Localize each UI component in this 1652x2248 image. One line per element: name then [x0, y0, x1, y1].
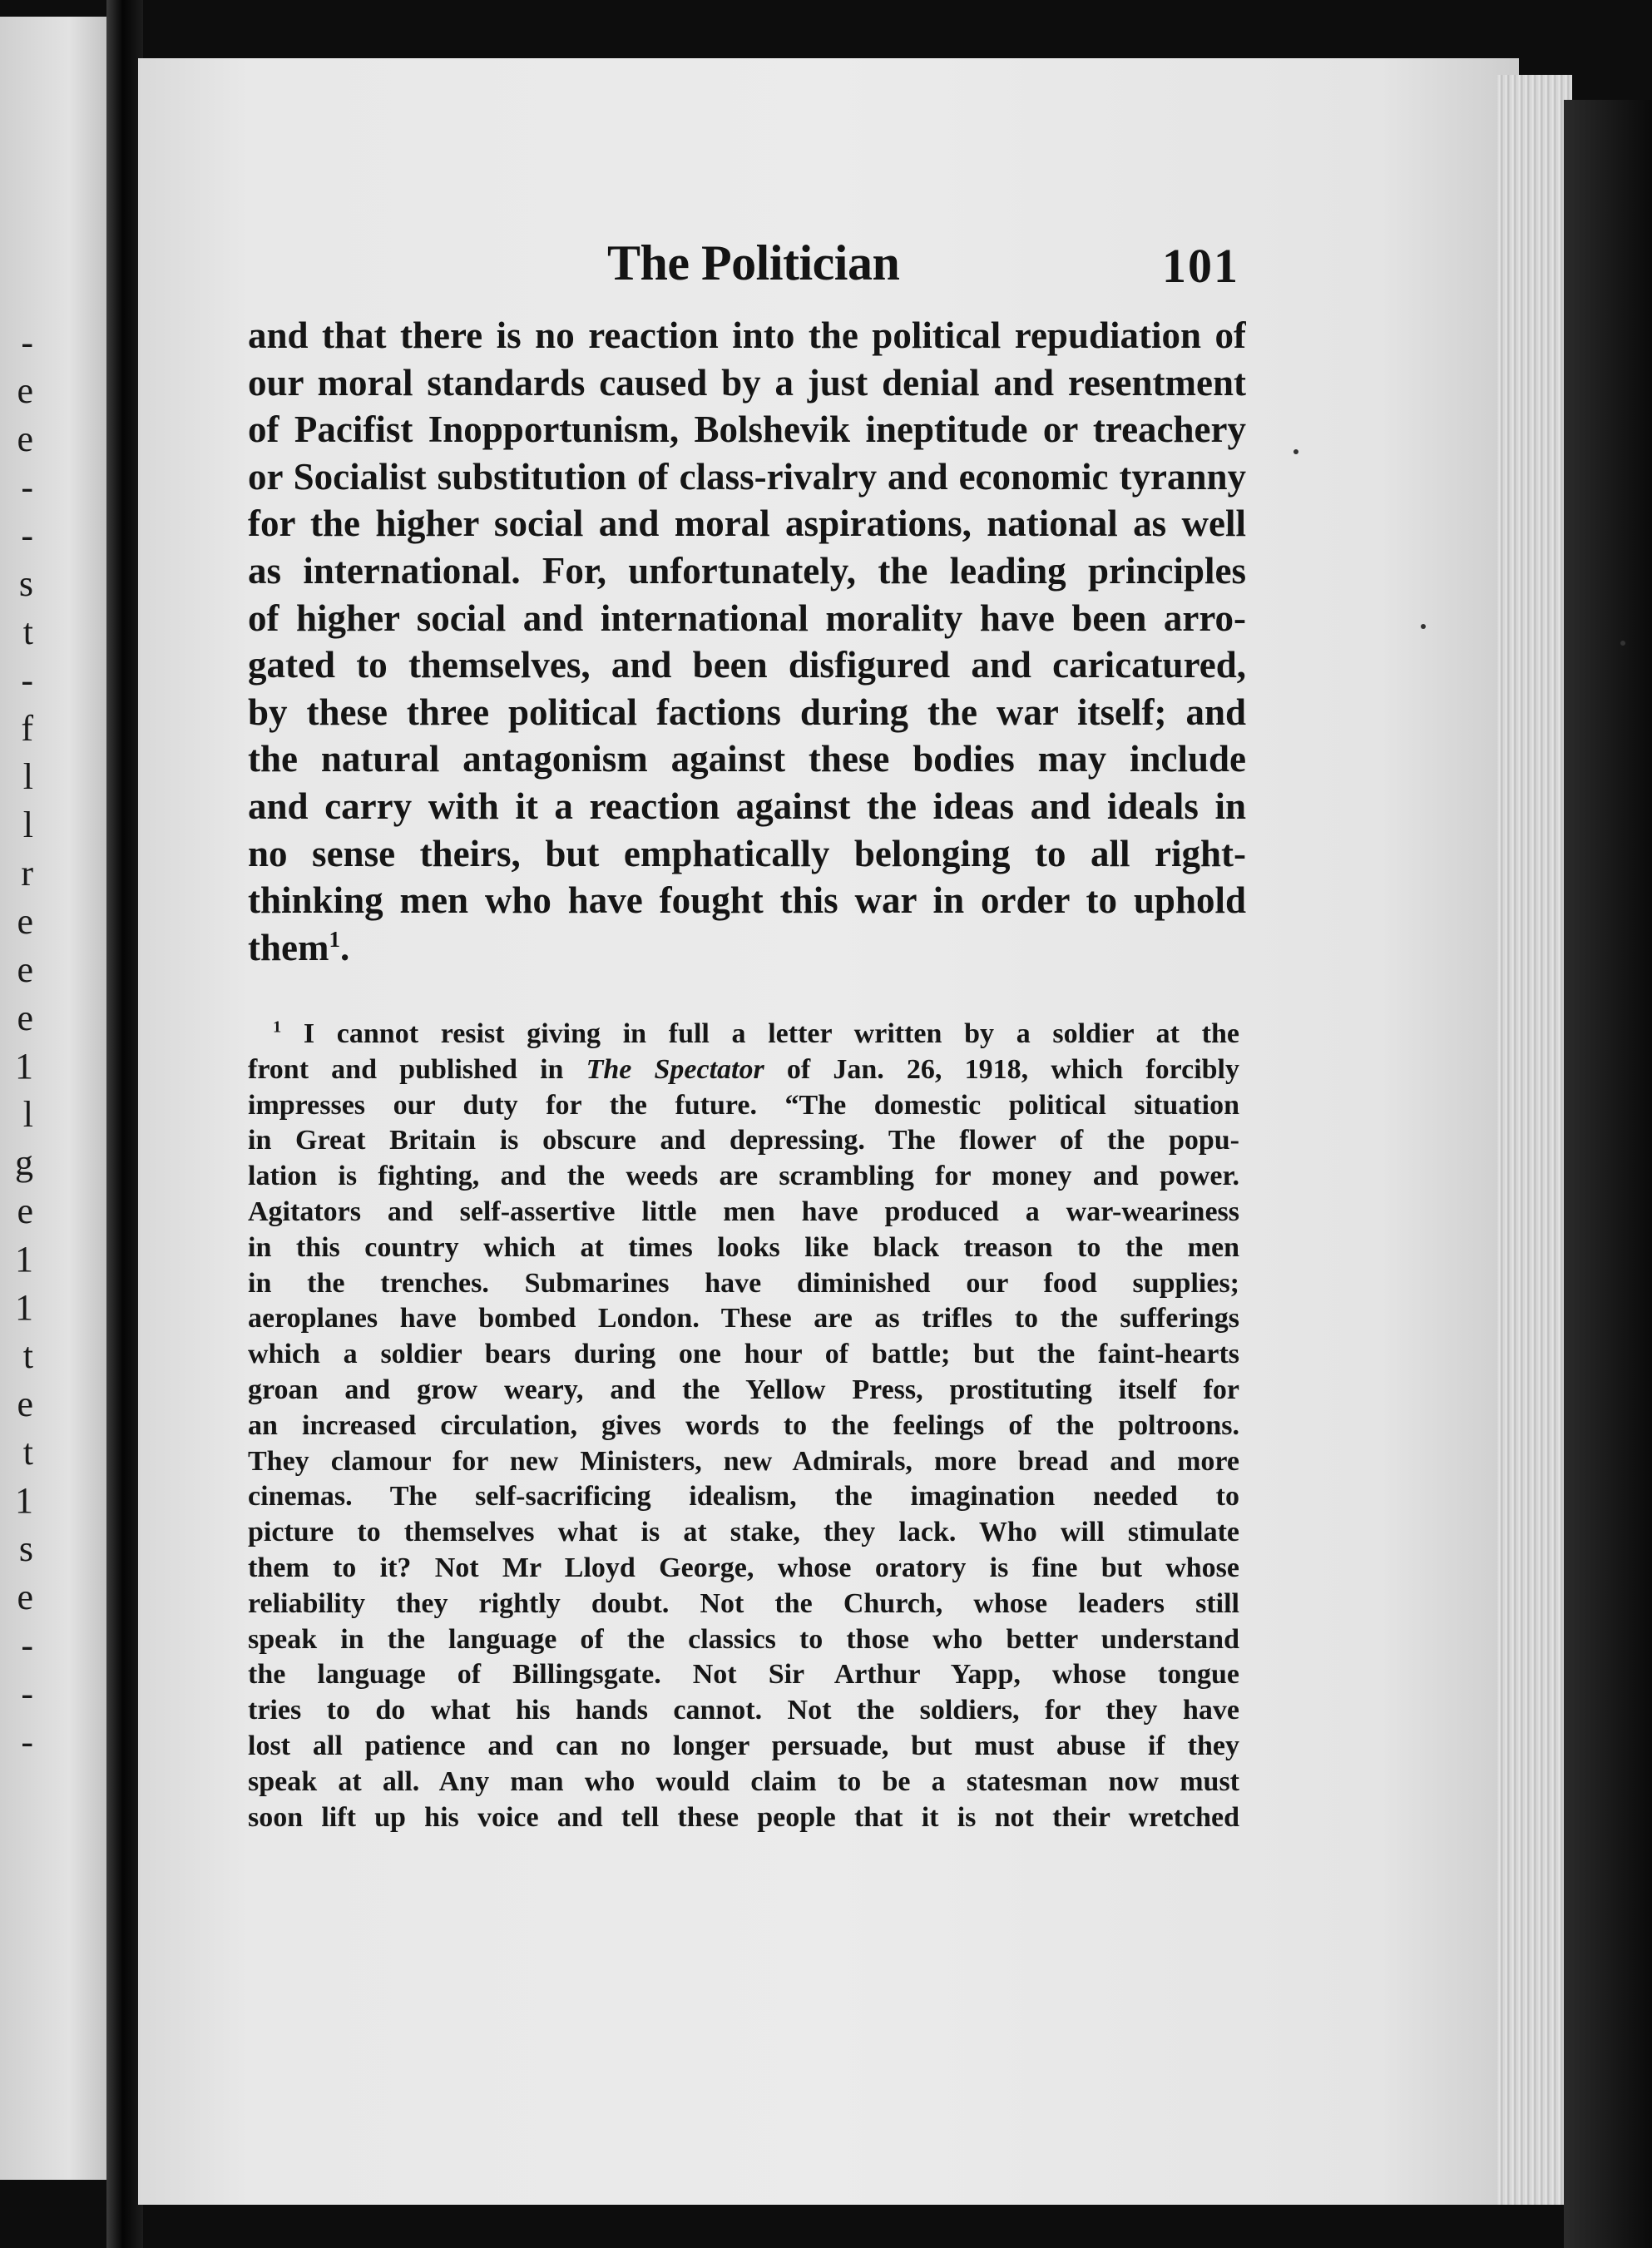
- footnote-line: tries to do what his hands cannot. Not the soldiers, for they have: [248, 1695, 1239, 1726]
- footnote-line: lation is fighting, and the weeds are scrambling for money and power.: [248, 1161, 1239, 1192]
- footnote-line-text: of Jan. 26, 1918, which forcibly: [764, 1053, 1239, 1085]
- facing-page-fragment: e: [17, 1191, 33, 1231]
- publication-title: The Spectator: [586, 1053, 764, 1085]
- footnote-line: in Great Britain is obscure and depressing. The flower of the popu-: [248, 1125, 1239, 1156]
- footnote-line: in this country which at times looks like black treason to the men: [248, 1231, 1239, 1263]
- body-paragraph: [248, 312, 1246, 971]
- footnote-line: cinemas. The self-sacrificing idealism, the imagination needed to: [248, 1481, 1239, 1513]
- running-head: [250, 235, 1248, 301]
- body-line: and carry with it a reaction against the ideas and ideals in: [248, 785, 1246, 827]
- footnote-line: an increased circulation, gives words to the feelings of the poltroons.: [248, 1409, 1239, 1441]
- footnote: [248, 1017, 1239, 1835]
- stray-mark: [1421, 624, 1426, 629]
- footnote-line: [248, 1052, 1239, 1088]
- footnote-reference: 1: [329, 926, 340, 952]
- footnote-line: picture to themselves what is at stake, they lack. Who will stimulate: [248, 1517, 1239, 1548]
- footnote-line: Agitators and self-assertive little men have produced a war-weariness: [248, 1196, 1239, 1227]
- body-line-text: .: [339, 926, 350, 968]
- facing-page-fragment: e: [17, 949, 33, 990]
- facing-page-fragment: 1: [15, 1239, 33, 1280]
- footnote-line: impresses our duty for the future. “The domestic political situation: [248, 1089, 1239, 1121]
- stray-mark: [1293, 449, 1298, 454]
- book-cover-edge: [1564, 100, 1652, 2248]
- body-line: gated to themselves, and been disfigured and caricatured,: [248, 644, 1246, 686]
- facing-page-fragment: e: [17, 998, 33, 1038]
- footnote-line: [248, 1017, 1239, 1052]
- facing-page-fragment: t: [22, 1335, 33, 1376]
- facing-page-fragment: t: [22, 1432, 33, 1473]
- body-line: our moral standards caused by a just denial and resentment: [248, 361, 1246, 404]
- footnote-line: They clamour for new Ministers, new Admirals, more bread and more: [248, 1445, 1239, 1477]
- body-line: as international. For, unfortunately, the leading principles: [248, 549, 1246, 592]
- facing-page-fragment: -: [21, 467, 33, 508]
- body-line: of higher social and international morality have been arro-: [248, 597, 1246, 639]
- body-line: or Socialist substitution of class-rivalry and economic tyranny: [248, 455, 1246, 498]
- facing-page-fragment: s: [18, 1528, 33, 1569]
- facing-page-fragment: s: [18, 563, 33, 604]
- footnote-line: reliability they rightly doubt. Not the Church, whose leaders still: [248, 1587, 1239, 1619]
- body-line: no sense theirs, but emphatically belonging to all right-: [248, 832, 1246, 874]
- facing-page-fragment: t: [22, 612, 33, 652]
- body-line: by these three political factions during the war itself; and: [248, 691, 1246, 733]
- footnote-line: in the trenches. Submarines have diminished our food supplies;: [248, 1267, 1239, 1299]
- facing-page-fragment: l: [22, 1094, 33, 1135]
- body-line: of Pacifist Inopportunism, Bolshevik ineptitude or treachery: [248, 409, 1246, 451]
- body-line: the natural antagonism against these bodies may include: [248, 738, 1246, 780]
- footnote-line: which a soldier bears during one hour of battle; but the faint-hearts: [248, 1339, 1239, 1370]
- facing-page-fragment: g: [15, 1142, 33, 1183]
- footnote-line: speak at all. Any man who would claim to be a statesman now must: [248, 1765, 1239, 1797]
- footnote-line: soon lift up his voice and tell these people that it is not their wretched: [248, 1801, 1239, 1833]
- body-line: [248, 924, 1246, 972]
- facing-page-fragment: -: [21, 660, 33, 701]
- facing-page-fragment: -: [21, 515, 33, 556]
- facing-page-fragment: l: [22, 756, 33, 797]
- footnote-line-text: front and published in: [248, 1053, 586, 1085]
- facing-page-fragment: -: [21, 1721, 33, 1762]
- facing-page-fragment: r: [21, 853, 33, 894]
- body-line: for the higher social and moral aspirations, national as well: [248, 503, 1246, 545]
- body-line-text: them: [248, 926, 329, 968]
- page-number: 101: [1162, 239, 1239, 293]
- footnote-line: speak in the language of the classics to those who better understand: [248, 1623, 1239, 1655]
- body-line: thinking men who have fought this war in order to uphold: [248, 879, 1246, 922]
- footnote-line: lost all patience and can no longer persuade, but must abuse if they: [248, 1730, 1239, 1761]
- footnote-marker: 1: [273, 1018, 282, 1037]
- facing-page-fragment: -: [21, 1673, 33, 1714]
- facing-page-fragment: -: [21, 322, 33, 363]
- footnote-line: them to it? Not Mr Lloyd George, whose oratory is fine but whose: [248, 1552, 1239, 1583]
- page-edge-stack: [1497, 75, 1572, 2205]
- footnote-line-text: I cannot resist giving in full a letter written by a soldier at the: [281, 1018, 1239, 1049]
- facing-page-edge: [0, 17, 115, 2180]
- facing-page-fragment: l: [22, 805, 33, 845]
- facing-page-fragment: e: [17, 901, 33, 942]
- facing-page-fragment: e: [17, 418, 33, 459]
- running-title: The Politician: [607, 235, 900, 290]
- facing-page-fragment: e: [17, 1577, 33, 1617]
- stray-mark: [1620, 641, 1625, 646]
- facing-page-fragment: 1: [15, 1287, 33, 1328]
- facing-page-fragment: f: [21, 708, 33, 749]
- footnote-line: groan and grow weary, and the Yellow Press, prostituting itself for: [248, 1374, 1239, 1405]
- facing-page-fragment: -: [21, 1625, 33, 1666]
- body-line: and that there is no reaction into the political repudiation of: [248, 314, 1246, 356]
- footnote-lines: [248, 1088, 1239, 1836]
- footnote-line: the language of Billingsgate. Not Sir Arthur Yapp, whose tongue: [248, 1659, 1239, 1691]
- footnote-line: aeroplanes have bombed London. These are as trifles to the sufferings: [248, 1303, 1239, 1334]
- facing-page-fragment: e: [17, 370, 33, 411]
- facing-page-fragment: 1: [15, 1480, 33, 1521]
- facing-page-fragment: e: [17, 1384, 33, 1424]
- facing-page-fragment: 1: [15, 1046, 33, 1087]
